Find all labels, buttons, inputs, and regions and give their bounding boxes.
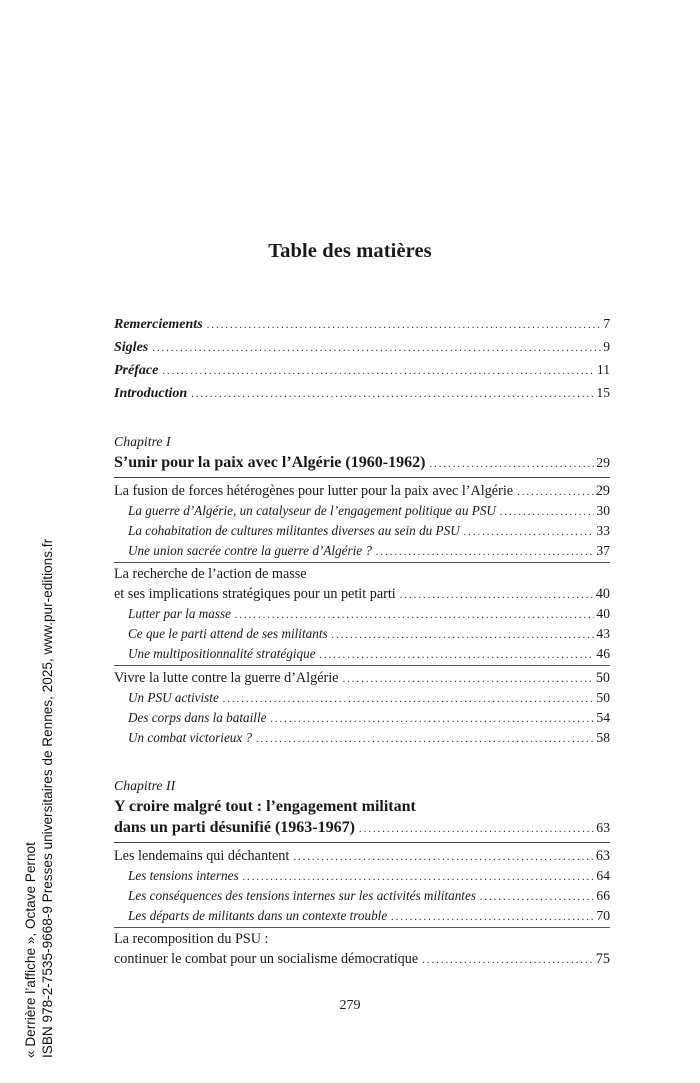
subsection-label: Une multipositionnalité stratégique — [128, 646, 316, 661]
section-page: 29 — [595, 483, 610, 499]
subsection-label: Un combat victorieux ? — [128, 730, 253, 745]
subsection-entry[interactable] — [114, 644, 610, 664]
entry-page: 11 — [596, 362, 610, 377]
side-notice-text — [22, 539, 56, 1058]
entry-label: Remerciements — [114, 317, 203, 332]
toc-entry-preface[interactable] — [114, 358, 610, 381]
subsection-page: 43 — [596, 626, 610, 641]
section-label: et ses implications stratégiques pour un petit parti — [114, 586, 396, 602]
leader-dots — [256, 729, 594, 749]
subsection-entry[interactable] — [114, 906, 610, 926]
subsection-page: 46 — [596, 646, 610, 661]
chapter-title — [114, 452, 610, 473]
section-page: 75 — [595, 951, 610, 967]
leader-dots — [359, 819, 594, 840]
page-number: 279 — [339, 998, 361, 1013]
section-label: Vivre la lutte contre la guerre d’Algérie — [114, 670, 339, 686]
chapter-page: 29 — [596, 455, 610, 470]
toc-entry-remerciements[interactable] — [114, 312, 610, 335]
leader-dots — [342, 669, 593, 689]
chapter-title-entry[interactable] — [114, 817, 610, 838]
section-1-2 — [114, 562, 610, 664]
entry-page: 15 — [596, 385, 610, 400]
subsection-entry[interactable] — [114, 604, 610, 624]
side-notice-line-1: « Derrière l’affiche », Octave Pernot — [23, 842, 38, 1058]
section-entry[interactable] — [114, 668, 610, 688]
section-page: 40 — [595, 586, 610, 602]
subsection-label: Ce que le parti attend de ses militants — [128, 626, 328, 641]
section-label: La fusion de forces hétérogènes pour lutter pour la paix avec l’Algérie — [114, 483, 514, 499]
leader-dots — [517, 482, 594, 502]
leader-dots — [270, 709, 594, 729]
chapter-rule — [114, 477, 610, 478]
section-entry[interactable] — [114, 481, 610, 501]
subsection-entry[interactable] — [114, 708, 610, 728]
subsection-label: Les tensions internes — [128, 868, 239, 883]
chapter-rule — [114, 842, 610, 843]
leader-dots — [391, 907, 594, 927]
leader-dots — [500, 502, 594, 522]
subsection-page: 66 — [596, 888, 610, 903]
leader-dots — [243, 867, 595, 887]
front-matter-list — [114, 312, 610, 404]
subsection-label: Les conséquences des tensions internes sur les activités militantes — [128, 888, 476, 903]
chapter-1-block — [114, 432, 610, 748]
leader-dots — [162, 360, 595, 383]
leader-dots — [429, 454, 594, 475]
toc-entry-sigles[interactable] — [114, 335, 610, 358]
subsection-page: 64 — [596, 868, 610, 883]
side-notice — [0, 0, 70, 1083]
chapter-title-entry[interactable] — [114, 452, 610, 473]
subsection-page: 50 — [596, 690, 610, 705]
subsection-label: Une union sacrée contre la guerre d’Algérie ? — [128, 543, 373, 558]
leader-dots — [400, 585, 594, 605]
subsection-entry[interactable] — [114, 521, 610, 541]
section-label: Les lendemains qui déchantent — [114, 848, 290, 864]
subsection-label: La cohabitation de cultures militantes diverses au sein du PSU — [128, 523, 460, 538]
subsection-label: Un PSU activiste — [128, 690, 219, 705]
leader-dots — [422, 950, 594, 970]
leader-dots — [152, 337, 601, 360]
subsection-page: 58 — [596, 730, 610, 745]
subsection-entry[interactable] — [114, 688, 610, 708]
chapter-page: 63 — [596, 820, 610, 835]
leader-dots — [332, 625, 595, 645]
leader-dots — [293, 847, 593, 867]
subsection-page: 37 — [596, 543, 610, 558]
subsection-entry[interactable] — [114, 501, 610, 521]
chapter-2-block — [114, 776, 610, 969]
leader-dots — [223, 689, 595, 709]
subsection-label: La guerre d’Algérie, un catalyseur de l’engagement politique au PSU — [128, 503, 496, 518]
section-label-line: La recomposition du PSU : — [114, 931, 269, 947]
entry-page: 9 — [603, 339, 610, 354]
toc-entry-introduction[interactable] — [114, 381, 610, 404]
leader-dots — [480, 887, 594, 907]
chapter-label: Chapitre I — [114, 434, 171, 449]
leader-dots — [376, 542, 594, 562]
entry-label: Préface — [114, 363, 159, 378]
section-2-2 — [114, 927, 610, 969]
subsection-entry[interactable] — [114, 624, 610, 644]
subsection-page: 40 — [596, 606, 610, 621]
side-notice-line-2: ISBN 978-2-7535-9668-9 Presses universitaires de Rennes, 2025, www.pur-editions.fr — [40, 538, 55, 1058]
subsection-page: 33 — [596, 523, 610, 538]
section-entry[interactable] — [114, 949, 610, 969]
section-page: 63 — [595, 848, 610, 864]
section-1-3 — [114, 665, 610, 748]
subsection-entry[interactable] — [114, 866, 610, 886]
subsection-entry[interactable] — [114, 728, 610, 748]
section-entry[interactable] — [114, 584, 610, 604]
leader-dots — [464, 522, 595, 542]
subsection-page: 54 — [596, 710, 610, 725]
page-title: Table des matières — [268, 240, 432, 262]
section-label: continuer le combat pour un socialisme démocratique — [114, 951, 419, 967]
section-page: 50 — [595, 670, 610, 686]
section-entry[interactable] — [114, 846, 610, 866]
subsection-list — [114, 688, 610, 748]
subsection-list — [114, 501, 610, 561]
chapter-label: Chapitre II — [114, 778, 176, 793]
section-label-line: La recherche de l’action de masse — [114, 566, 307, 582]
subsection-list — [114, 866, 610, 926]
leader-dots — [235, 605, 594, 625]
entry-page: 7 — [603, 316, 610, 331]
subsection-entry[interactable] — [114, 541, 610, 561]
subsection-page: 70 — [596, 908, 610, 923]
section-1-1 — [114, 481, 610, 561]
subsection-list — [114, 604, 610, 664]
leader-dots — [207, 314, 602, 337]
entry-label: Sigles — [114, 340, 149, 355]
subsection-page: 30 — [596, 503, 610, 518]
chapter-title-line: Y croire malgré tout : l’engagement militant — [114, 798, 416, 815]
entry-label: Introduction — [114, 386, 188, 401]
chapter-title — [114, 796, 610, 838]
subsection-label: Les départs de militants dans un contexte trouble — [128, 908, 388, 923]
subsection-label: Lutter par la masse — [128, 606, 231, 621]
subsection-label: Des corps dans la bataille — [128, 710, 267, 725]
leader-dots — [191, 383, 594, 406]
subsection-entry[interactable] — [114, 886, 610, 906]
leader-dots — [320, 645, 595, 665]
section-2-1 — [114, 846, 610, 926]
chapter-title-text: dans un parti désunifié (1963-1967) — [114, 819, 355, 836]
chapter-title-text: S’unir pour la paix avec l’Algérie (1960-1962) — [114, 454, 426, 471]
